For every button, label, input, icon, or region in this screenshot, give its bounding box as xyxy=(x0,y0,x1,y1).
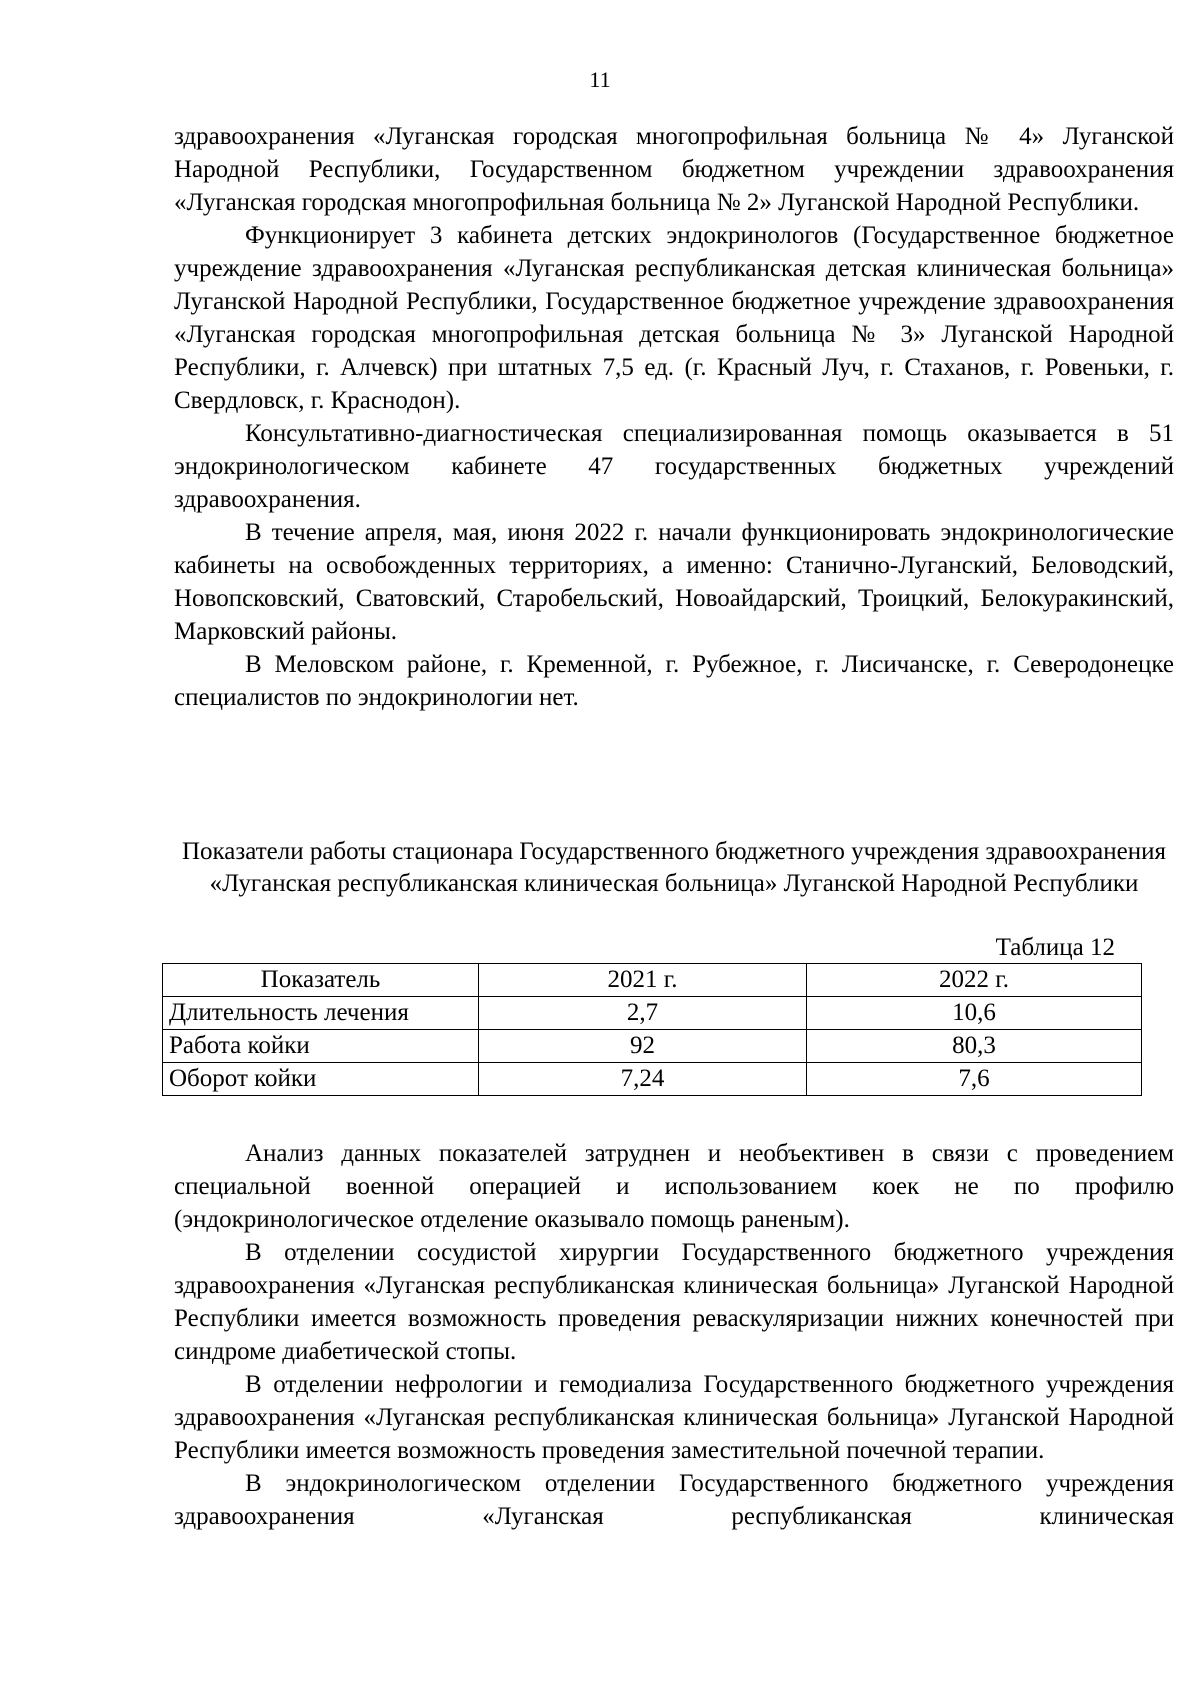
table-cell: 7,6 xyxy=(807,1063,1142,1096)
body-text-bottom xyxy=(174,1137,1174,1533)
paragraph: В отделении нефрологии и гемодиализа Государственного бюджетного учреждения здравоохранения «Луганская республиканская клиническая больница» Луганской Народной Республики имеется возможность проведения заместительной почечной терапии. xyxy=(174,1371,1174,1464)
table-header-cell: Показатель xyxy=(163,964,479,997)
paragraph: Консультативно-диагностическая специализированная помощь оказывается в 51 эндокринологическом кабинете 47 государственных бюджетных учреждений здравоохранения. xyxy=(174,420,1174,513)
paragraph: В Меловском районе, г. Кременной, г. Рубежное, г. Лисичанске, г. Северодонецке специалистов по эндокринологии нет. xyxy=(174,651,1174,711)
table-cell: Длительность лечения xyxy=(163,997,479,1030)
table-cell: 7,24 xyxy=(479,1063,807,1096)
table-label: Таблица 12 xyxy=(995,934,1115,961)
table-header-row xyxy=(163,964,1142,997)
table-cell: 92 xyxy=(479,1030,807,1063)
paragraph: В отделении сосудистой хирургии Государственного бюджетного учреждения здравоохранения «Луганская республиканская клиническая больница» Луганской Народной Республики имеется возможность проведения реваскуляризации нижних конечностей при синдроме диабетической стопы. xyxy=(174,1239,1174,1365)
table-cell: 2,7 xyxy=(479,997,807,1030)
table-cell: 10,6 xyxy=(807,997,1142,1030)
body-text-top xyxy=(174,120,1174,714)
paragraph: Функционирует 3 кабинета детских эндокринологов (Государственное бюджетное учреждение здравоохранения «Луганская республиканская детская клиническая больница» Луганской Народной Республики, Государственное бюджетное учреждение здравоохранения «Луганская городская многопрофильная детская больница № 3» Луганской Народной Республики, г. Алчевск) при штатных 7,5 ед. (г. Красный Луч, г. Стаханов, г. Ровеньки, г. Свердловск, г. Краснодон). xyxy=(174,222,1174,414)
table-row xyxy=(163,1030,1142,1063)
table-row xyxy=(163,1063,1142,1096)
paragraph: В течение апреля, мая, июня 2022 г. начали функционировать эндокринологические кабинеты на освобожденных территориях, а именно: Станично-Луганский, Беловодский, Новопсковский, Сватовский, Старобельский, Новоайдарский, Троицкий, Белокуракинский, Марковский районы. xyxy=(174,519,1174,645)
page-number: 11 xyxy=(589,67,611,92)
table-cell: 80,3 xyxy=(807,1030,1142,1063)
table-cell: Оборот койки xyxy=(163,1063,479,1096)
table-header-cell: 2021 г. xyxy=(479,964,807,997)
indicators-table xyxy=(162,963,1142,1096)
table-cell: Работа койки xyxy=(163,1030,479,1063)
table-header-cell: 2022 г. xyxy=(807,964,1142,997)
table-title: Показатели работы стационара Государственного бюджетного учреждения здравоохранения «Луганская республиканская клиническая больница» Луганской Народной Республики xyxy=(181,838,1167,897)
table-row xyxy=(163,997,1142,1030)
paragraph: Анализ данных показателей затруднен и необъективен в связи с проведением специальной военной операцией и использованием коек не по профилю (эндокринологическое отделение оказывало помощь раненым). xyxy=(174,1140,1174,1233)
paragraph: здравоохранения «Луганская городская многопрофильная больница № 4» Луганской Народной Республики, Государственном бюджетном учреждении здравоохранения «Луганская городская многопрофильная больница № 2» Луганской Народной Республики. xyxy=(174,123,1174,216)
paragraph: В эндокринологическом отделении Государственного бюджетного учреждения здравоохранения «Луганская республиканская клиническая xyxy=(174,1470,1174,1530)
